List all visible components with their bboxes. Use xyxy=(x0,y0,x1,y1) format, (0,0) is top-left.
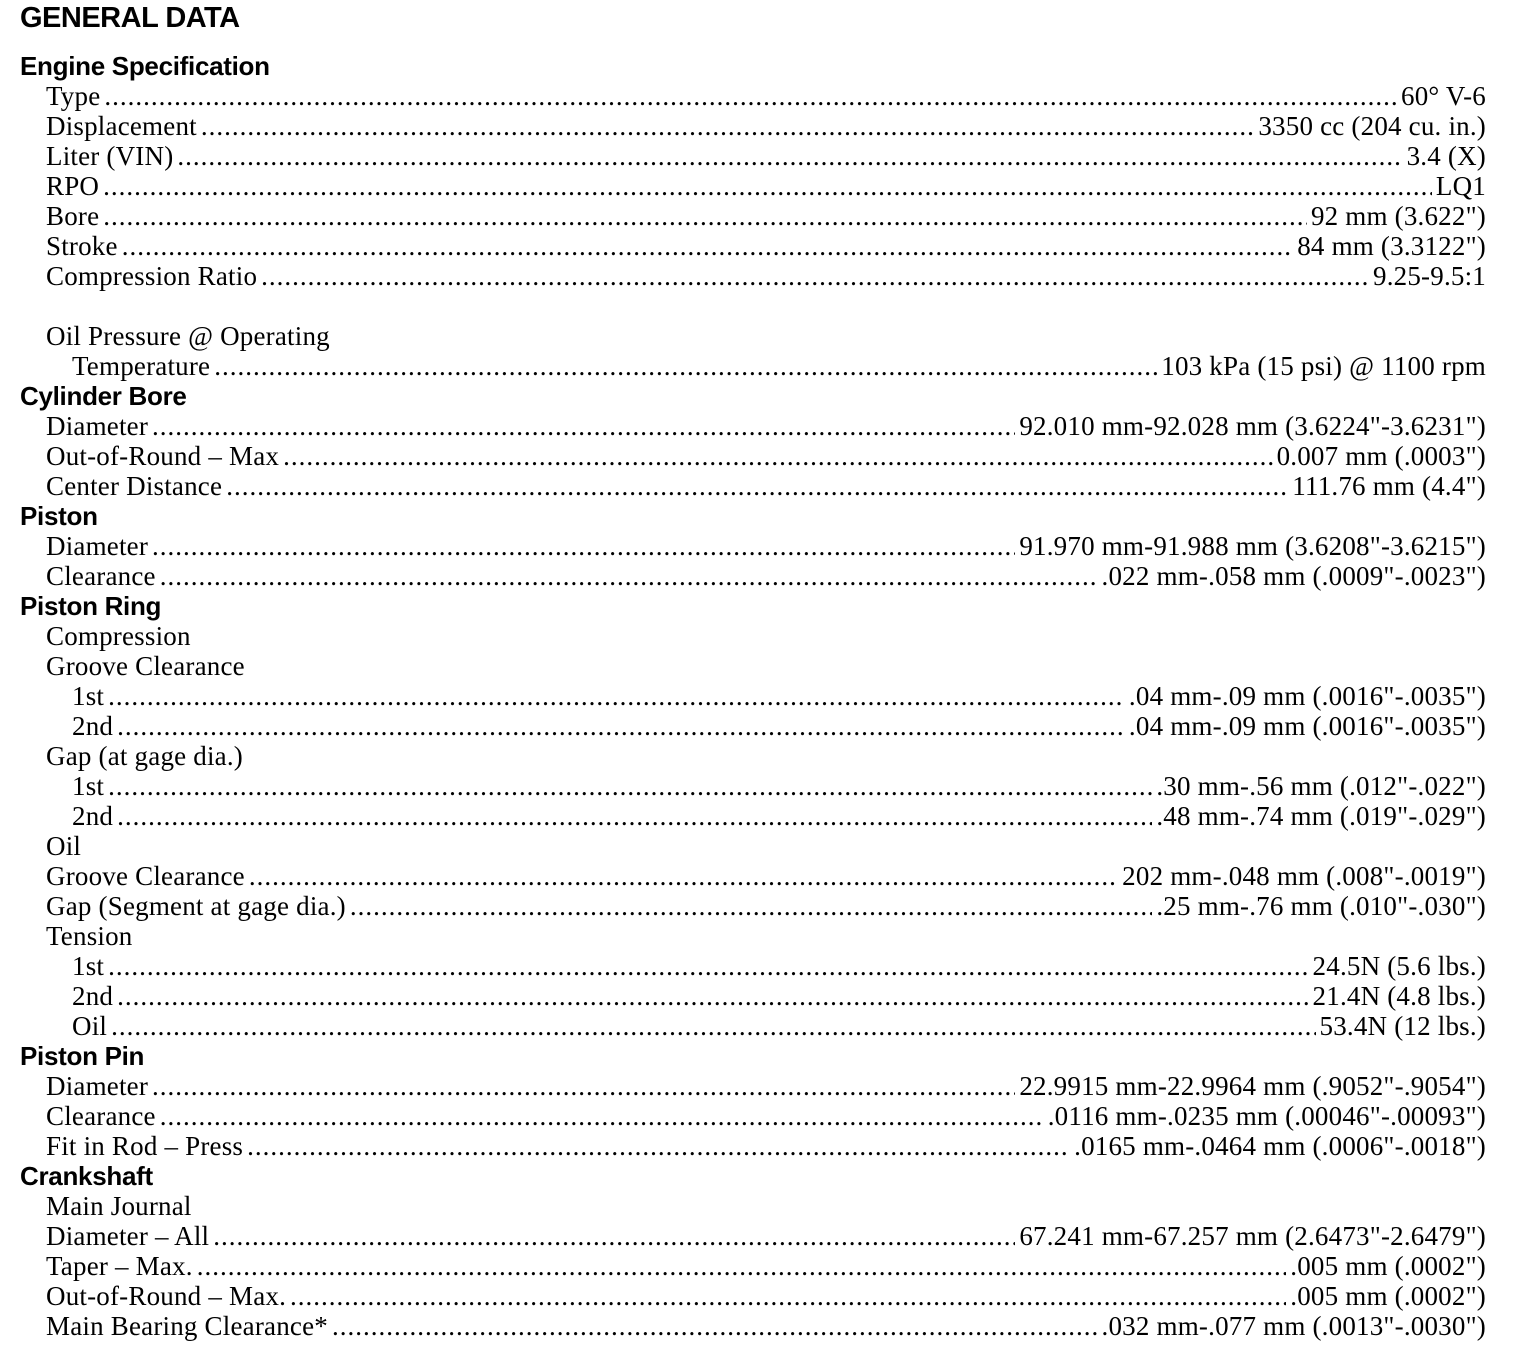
spec-value: .005 mm (.0002") xyxy=(1290,1281,1486,1311)
spec-label: Compression Ratio xyxy=(46,261,258,291)
spec-row xyxy=(0,111,1486,141)
spec-row xyxy=(0,1101,1486,1131)
spec-value: .005 mm (.0002") xyxy=(1290,1251,1486,1281)
spec-value: 92 mm (3.622") xyxy=(1310,201,1486,231)
spec-value: .48 mm-.74 mm (.019"-.029") xyxy=(1156,801,1486,831)
section-heading: Piston Ring xyxy=(20,591,162,621)
spec-label: Taper – Max. xyxy=(46,1251,193,1281)
spec-row xyxy=(0,411,1486,441)
spec-row xyxy=(0,1221,1486,1251)
spec-label: Stroke xyxy=(46,231,118,261)
section-heading: Piston Pin xyxy=(20,1041,145,1071)
spec-value: 3350 cc (204 cu. in.) xyxy=(1258,111,1486,141)
spec-label: Diameter – All xyxy=(46,1221,210,1251)
dot-leader xyxy=(111,1011,1315,1041)
section-heading: Crankshaft xyxy=(20,1161,153,1191)
dot-leader xyxy=(108,771,1152,801)
dot-leader xyxy=(160,1101,1044,1131)
spec-label: Main Bearing Clearance* xyxy=(46,1311,328,1341)
spec-row xyxy=(0,621,1486,651)
spec-label: Out-of-Round – Max xyxy=(46,441,280,471)
spec-label: Bore xyxy=(46,201,100,231)
spec-row xyxy=(0,681,1486,711)
spec-label: Tension xyxy=(46,921,133,951)
spec-label: 2nd xyxy=(72,981,114,1011)
dot-leader xyxy=(177,141,1402,171)
spec-value: .04 mm-.09 mm (.0016"-.0035") xyxy=(1128,681,1486,711)
spec-label: Gap (at gage dia.) xyxy=(46,741,244,771)
spec-row xyxy=(0,1191,1486,1221)
dot-leader xyxy=(160,561,1098,591)
section-heading: Piston xyxy=(20,501,98,531)
spec-label: RPO xyxy=(46,171,100,201)
spec-value: 91.970 mm-91.988 mm (3.6208"-3.6215") xyxy=(1019,531,1486,561)
spec-label: Liter (VIN) xyxy=(46,141,174,171)
dot-leader xyxy=(213,1221,1015,1251)
page-title: GENERAL DATA xyxy=(20,2,240,34)
spec-label: Type xyxy=(46,81,101,111)
spec-value: 24.5N (5.6 lbs.) xyxy=(1312,951,1486,981)
dot-leader xyxy=(152,531,1015,561)
spec-row xyxy=(0,981,1486,1011)
dot-leader xyxy=(201,111,1255,141)
spec-row xyxy=(0,711,1486,741)
spec-row xyxy=(0,651,1486,681)
spec-row xyxy=(0,321,1486,351)
spec-label: Oil xyxy=(72,1011,108,1041)
spec-row xyxy=(0,561,1486,591)
spec-row xyxy=(0,441,1486,471)
spec-value: 67.241 mm-67.257 mm (2.6473"-2.6479") xyxy=(1019,1221,1486,1251)
spec-label: Fit in Rod – Press xyxy=(46,1131,244,1161)
spec-label: Diameter xyxy=(46,1071,149,1101)
spec-label: Gap (Segment at gage dia.) xyxy=(46,891,346,921)
spec-row xyxy=(0,81,1486,111)
spec-label: Center Distance xyxy=(46,471,223,501)
spec-value: 60° V-6 xyxy=(1401,81,1486,111)
dot-leader xyxy=(104,81,1397,111)
dot-leader xyxy=(117,981,1308,1011)
dot-leader xyxy=(249,861,1118,891)
spec-row xyxy=(0,1281,1486,1311)
spec-sections xyxy=(0,51,1520,1341)
spec-row xyxy=(0,351,1486,381)
spec-label: Clearance xyxy=(46,561,156,591)
spec-row xyxy=(0,171,1486,201)
spec-value: .30 mm-.56 mm (.012"-.022") xyxy=(1156,771,1486,801)
dot-leader xyxy=(350,891,1152,921)
spec-value: 111.76 mm (4.4") xyxy=(1292,471,1486,501)
dot-leader xyxy=(152,411,1015,441)
spec-row xyxy=(0,891,1486,921)
spec-label: Diameter xyxy=(46,531,149,561)
spec-label: Groove Clearance xyxy=(46,651,245,681)
dot-leader xyxy=(247,1131,1070,1161)
spec-row xyxy=(0,141,1486,171)
spec-value: LQ1 xyxy=(1435,171,1486,201)
spec-label: Diameter xyxy=(46,411,149,441)
dot-leader xyxy=(108,681,1125,711)
spec-label: 2nd xyxy=(72,711,114,741)
spec-row xyxy=(0,921,1486,951)
dot-leader xyxy=(283,441,1273,471)
spec-label: Temperature xyxy=(72,351,211,381)
dot-leader xyxy=(103,201,1307,231)
spec-value: 92.010 mm-92.028 mm (3.6224"-3.6231") xyxy=(1019,411,1486,441)
spec-row xyxy=(0,801,1486,831)
spec-row xyxy=(0,201,1486,231)
spec-label: 2nd xyxy=(72,801,114,831)
dot-leader xyxy=(108,951,1308,981)
spec-value: 202 mm-.048 mm (.008"-.0019") xyxy=(1122,861,1486,891)
spec-value: .04 mm-.09 mm (.0016"-.0035") xyxy=(1128,711,1486,741)
dot-leader xyxy=(103,171,1432,201)
spec-value: 9.25-9.5:1 xyxy=(1373,261,1486,291)
dot-leader xyxy=(152,1071,1015,1101)
spec-value: .022 mm-.058 mm (.0009"-.0023") xyxy=(1101,561,1486,591)
spec-label: Main Journal xyxy=(46,1191,192,1221)
spec-row xyxy=(0,741,1486,771)
spec-value: 53.4N (12 lbs.) xyxy=(1319,1011,1486,1041)
spec-row xyxy=(0,1071,1486,1101)
spec-value: .0116 mm-.0235 mm (.00046"-.00093") xyxy=(1047,1101,1486,1131)
spec-value: 22.9915 mm-22.9964 mm (.9052"-.9054") xyxy=(1019,1071,1486,1101)
spec-row xyxy=(0,951,1486,981)
spec-label: Oil Pressure @ Operating xyxy=(46,321,330,351)
spec-row xyxy=(0,771,1486,801)
spec-row xyxy=(0,1011,1486,1041)
spec-value: .25 mm-.76 mm (.010"-.030") xyxy=(1156,891,1486,921)
spec-label: Clearance xyxy=(46,1101,156,1131)
dot-leader xyxy=(117,711,1125,741)
spec-label: Out-of-Round – Max. xyxy=(46,1281,287,1311)
spec-label: Oil xyxy=(46,831,82,861)
spec-value: .0165 mm-.0464 mm (.0006"-.0018") xyxy=(1074,1131,1486,1161)
spec-label: 1st xyxy=(72,771,105,801)
dot-leader xyxy=(332,1311,1098,1341)
spec-row xyxy=(0,231,1486,261)
spec-row xyxy=(0,1251,1486,1281)
section-heading: Engine Specification xyxy=(20,51,270,81)
spec-row xyxy=(0,471,1486,501)
spec-label: 1st xyxy=(72,951,105,981)
dot-leader xyxy=(117,801,1152,831)
spec-value: .032 mm-.077 mm (.0013"-.0030") xyxy=(1101,1311,1486,1341)
spec-row xyxy=(0,1311,1486,1341)
spec-label: 1st xyxy=(72,681,105,711)
dot-leader xyxy=(197,1251,1287,1281)
spec-row xyxy=(0,531,1486,561)
dot-leader xyxy=(122,231,1294,261)
dot-leader xyxy=(261,261,1369,291)
spec-value: 0.007 mm (.0003") xyxy=(1276,441,1486,471)
spec-row xyxy=(0,1131,1486,1161)
dot-leader xyxy=(226,471,1288,501)
spec-value: 21.4N (4.8 lbs.) xyxy=(1312,981,1486,1011)
section-heading: Cylinder Bore xyxy=(20,381,187,411)
dot-leader xyxy=(214,351,1157,381)
spec-label: Displacement xyxy=(46,111,197,141)
dot-leader xyxy=(290,1281,1286,1311)
spec-value: 84 mm (3.3122") xyxy=(1297,231,1486,261)
spec-label: Groove Clearance xyxy=(46,861,245,891)
spec-row xyxy=(0,861,1486,891)
spec-row xyxy=(0,831,1486,861)
spec-label: Compression xyxy=(46,621,191,651)
spec-row xyxy=(0,261,1486,291)
spec-value: 103 kPa (15 psi) @ 1100 rpm xyxy=(1161,351,1486,381)
spec-value: 3.4 (X) xyxy=(1406,141,1486,171)
